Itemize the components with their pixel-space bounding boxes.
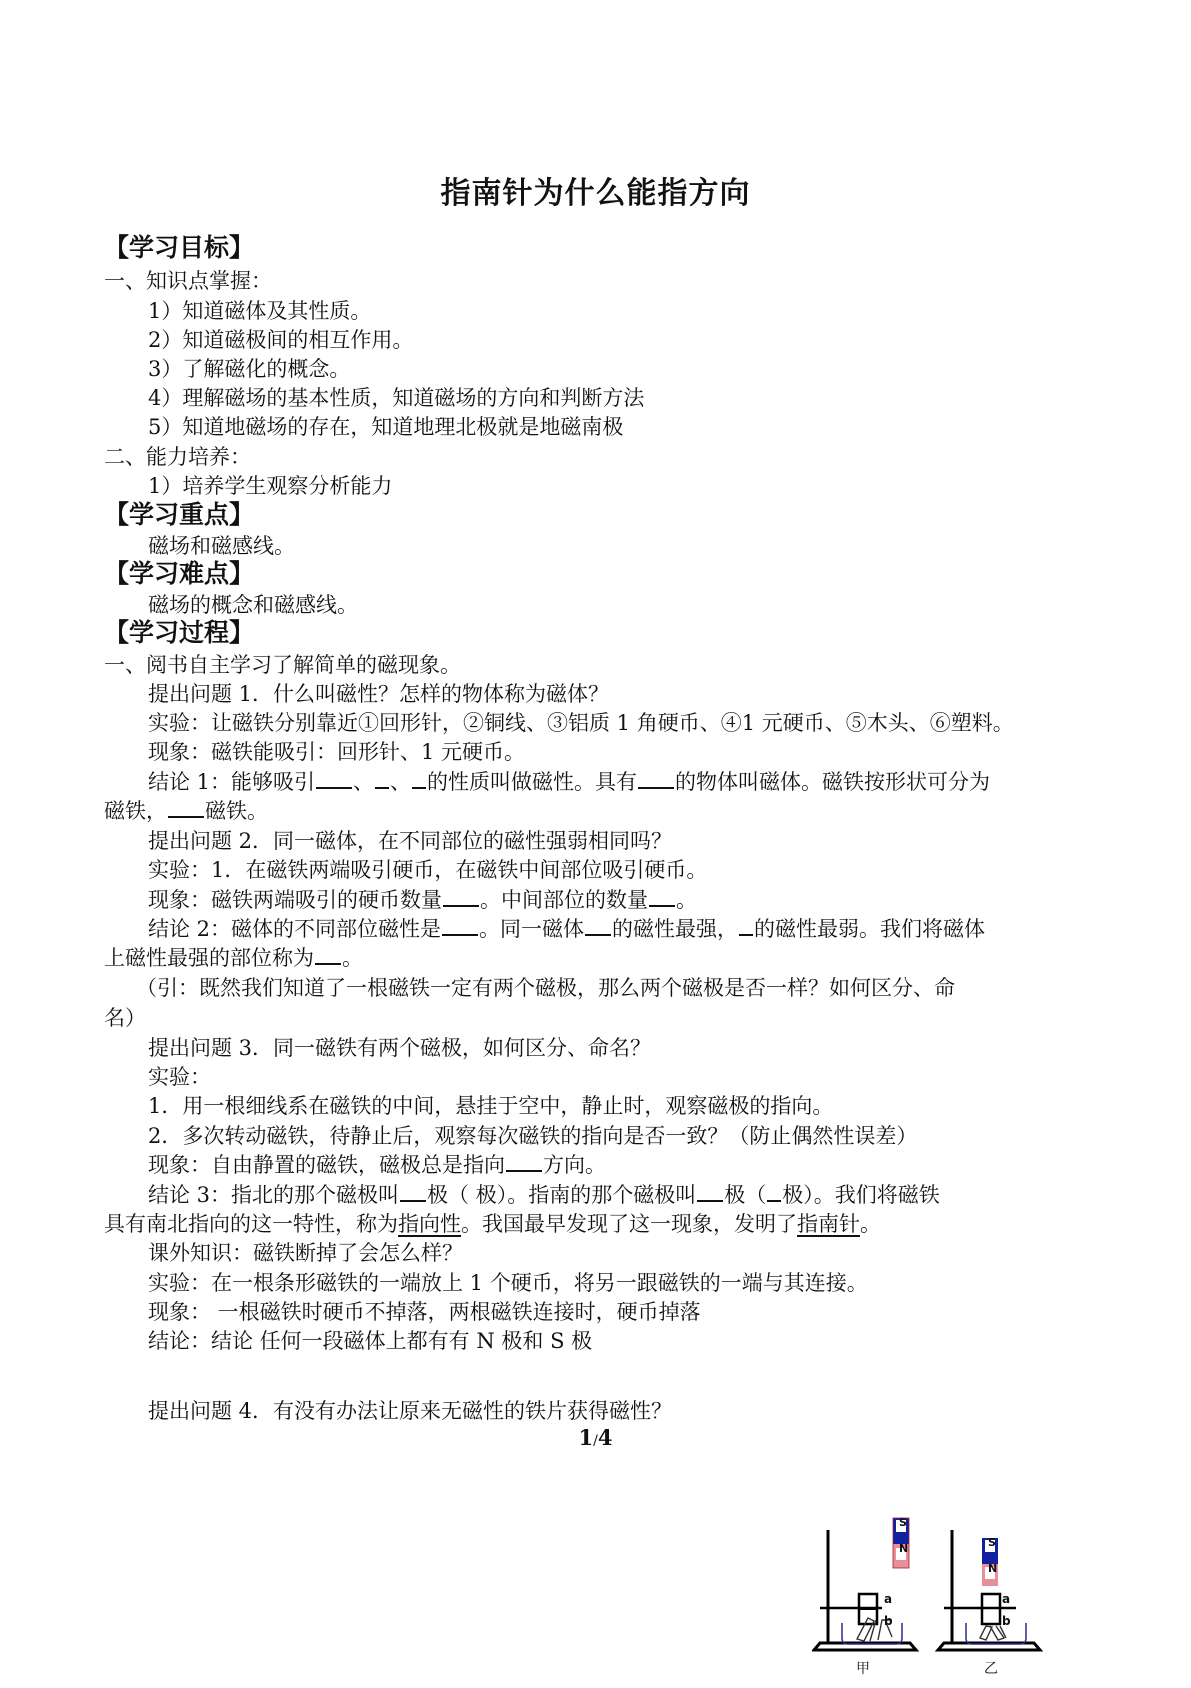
knowledge-item: 5）知道地磁场的存在，知道地理北极就是地磁南极: [148, 415, 624, 439]
fill-blank[interactable]: [375, 767, 389, 789]
answer-compass: 指南针: [797, 1212, 860, 1236]
text: 磁铁，: [104, 799, 167, 823]
extra-title: 课外知识：磁铁断掉了会怎么样？: [148, 1241, 463, 1265]
ability-item: 1）培养学生观察分析能力: [148, 474, 393, 498]
knowledge-item: 4）理解磁场的基本性质，知道磁场的方向和判断方法: [148, 386, 645, 410]
fill-blank[interactable]: [506, 1150, 542, 1172]
process-heading: 【学习过程】: [104, 618, 255, 647]
answer-directionality: 指向性: [398, 1212, 461, 1236]
panel-jia: [814, 1518, 916, 1650]
extra-phenomenon: 现象： 一根磁铁时硬币不掉落，两根磁铁连接时，硬币掉落: [148, 1300, 701, 1324]
caption-jia: 甲: [856, 1661, 870, 1677]
q2-question: 提出问题 2．同一磁体，在不同部位的磁性强弱相同吗？: [148, 829, 673, 853]
text: 的磁性最强，: [612, 917, 739, 941]
key-points-text: 磁场和磁感线。: [148, 534, 295, 558]
fill-blank[interactable]: [442, 914, 478, 936]
end-b-label: b: [884, 1614, 893, 1628]
knowledge-heading: 一、知识点掌握：: [104, 269, 272, 293]
key-points-heading: 【学习重点】: [104, 500, 255, 529]
text: 。同一磁体: [479, 917, 585, 941]
text: 。我国最早发现了这一现象，发明了: [461, 1212, 797, 1236]
fill-blank[interactable]: [168, 796, 204, 818]
q2-conclusion-cont: [104, 943, 363, 973]
text: 。: [342, 946, 363, 970]
fill-blank[interactable]: [697, 1180, 723, 1202]
text: 结论 1：能够吸引: [148, 770, 316, 794]
fill-blank[interactable]: [315, 943, 341, 965]
q1-conclusion-cont: [104, 796, 268, 826]
q2-phenomenon: [148, 885, 697, 915]
q1-conclusion: [148, 767, 990, 797]
fill-blank[interactable]: [412, 767, 426, 789]
text: 磁铁。: [205, 799, 268, 823]
text: 。: [676, 888, 697, 912]
page-separator: /: [593, 1433, 598, 1449]
q1-phenomenon: 现象：磁铁能吸引：回形针、1 元硬币。: [148, 740, 526, 764]
q4-question: 提出问题 4．有没有办法让原来无磁性的铁片获得磁性？: [148, 1399, 673, 1423]
text: 的磁性最弱。我们将磁体: [754, 917, 986, 941]
q3-conclusion-cont: [104, 1209, 881, 1239]
document-title: 指南针为什么能指方向: [440, 176, 751, 211]
end-a-label: a: [884, 1592, 893, 1606]
goals-heading: 【学习目标】: [104, 233, 255, 262]
text: 上磁性最强的部位称为: [104, 946, 314, 970]
q2-note: （引：既然我们知道了一根磁铁一定有两个磁极，那么两个磁极是否一样？如何区分、命: [136, 976, 955, 1000]
text: 现象：自由静置的磁铁，磁极总是指向: [148, 1153, 505, 1177]
text: 的物体叫磁体。磁铁按形状可分为: [675, 770, 991, 794]
q3-experiment-label: 实验：: [148, 1065, 211, 1089]
text: 极（ 极）。指南的那个磁极叫: [427, 1183, 697, 1207]
magnet-n-label: N: [899, 1542, 909, 1555]
end-b-label: b: [1002, 1614, 1011, 1628]
fill-blank[interactable]: [739, 914, 753, 936]
magnet-s-label: S: [899, 1516, 907, 1529]
q2-conclusion: [148, 914, 985, 944]
q1-question: 提出问题 1．什么叫磁性？怎样的物体称为磁体？: [148, 682, 610, 706]
experiment-diagram: [812, 1498, 1092, 1684]
q2-note-cont: 名）: [104, 1006, 146, 1030]
q3-phenomenon: [148, 1150, 606, 1180]
page-current: 1: [578, 1425, 594, 1450]
q1-experiment: 实验：让磁铁分别靠近①回形针，②铜线、③铝质 1 角硬币、④1 元硬币、⑤木头、⑥塑料。: [148, 711, 1014, 735]
fill-blank[interactable]: [649, 885, 675, 907]
text: 结论 2：磁体的不同部位磁性是: [148, 917, 442, 941]
page-total: 4: [597, 1425, 613, 1450]
text: 极（: [724, 1183, 767, 1207]
text: 现象：磁铁两端吸引的硬币数量: [148, 888, 442, 912]
fill-blank[interactable]: [316, 767, 352, 789]
extra-conclusion: 结论：结论 任何一段磁体上都有有 N 极和 S 极: [148, 1329, 593, 1353]
q3-step: 2．多次转动磁铁，待静止后，观察每次磁铁的指向是否一致？（防止偶然性误差）: [148, 1124, 918, 1148]
part1-heading: 一、阅书自主学习了解简单的磁现象。: [104, 653, 461, 677]
fill-blank[interactable]: [767, 1180, 781, 1202]
knowledge-item: 3）了解磁化的概念。: [148, 357, 351, 381]
text: 结论 3：指北的那个磁极叫: [148, 1183, 400, 1207]
text: 极）。我们将磁铁: [782, 1183, 940, 1207]
fill-blank[interactable]: [400, 1180, 426, 1202]
magnet-s-label: S: [988, 1536, 996, 1549]
knowledge-item: 2）知道磁极间的相互作用。: [148, 328, 414, 352]
text: 、: [390, 770, 412, 794]
ability-heading: 二、能力培养：: [104, 445, 251, 469]
q2-experiment: 实验：1．在磁铁两端吸引硬币，在磁铁中间部位吸引硬币。: [148, 858, 708, 882]
knowledge-item: 1）知道磁体及其性质。: [148, 299, 372, 323]
fill-blank[interactable]: [638, 767, 674, 789]
difficulty-heading: 【学习难点】: [104, 559, 255, 588]
q3-conclusion: [148, 1180, 940, 1210]
extra-experiment: 实验：在一根条形磁铁的一端放上 1 个硬币，将另一跟磁铁的一端与其连接。: [148, 1271, 868, 1295]
text: 方向。: [543, 1153, 606, 1177]
magnet-n-label: N: [988, 1562, 998, 1575]
text: 的性质叫做磁性。具有: [427, 770, 638, 794]
q3-step: 1．用一根细线系在磁铁的中间，悬挂于空中，静止时，观察磁极的指向。: [148, 1094, 834, 1118]
text: 具有南北指向的这一特性，称为: [104, 1212, 398, 1236]
difficulty-text: 磁场的概念和磁感线。: [148, 593, 358, 617]
end-a-label: a: [1002, 1592, 1011, 1606]
q3-question: 提出问题 3．同一磁铁有两个磁极，如何区分、命名？: [148, 1036, 652, 1060]
text: 、: [353, 770, 375, 794]
page-number: [0, 1425, 1191, 1450]
fill-blank[interactable]: [443, 885, 479, 907]
fill-blank[interactable]: [585, 914, 611, 936]
text: 。: [860, 1212, 881, 1236]
text: 。中间部位的数量: [480, 888, 648, 912]
magnetization-figure: [812, 1498, 1092, 1684]
caption-yi: 乙: [984, 1661, 998, 1677]
